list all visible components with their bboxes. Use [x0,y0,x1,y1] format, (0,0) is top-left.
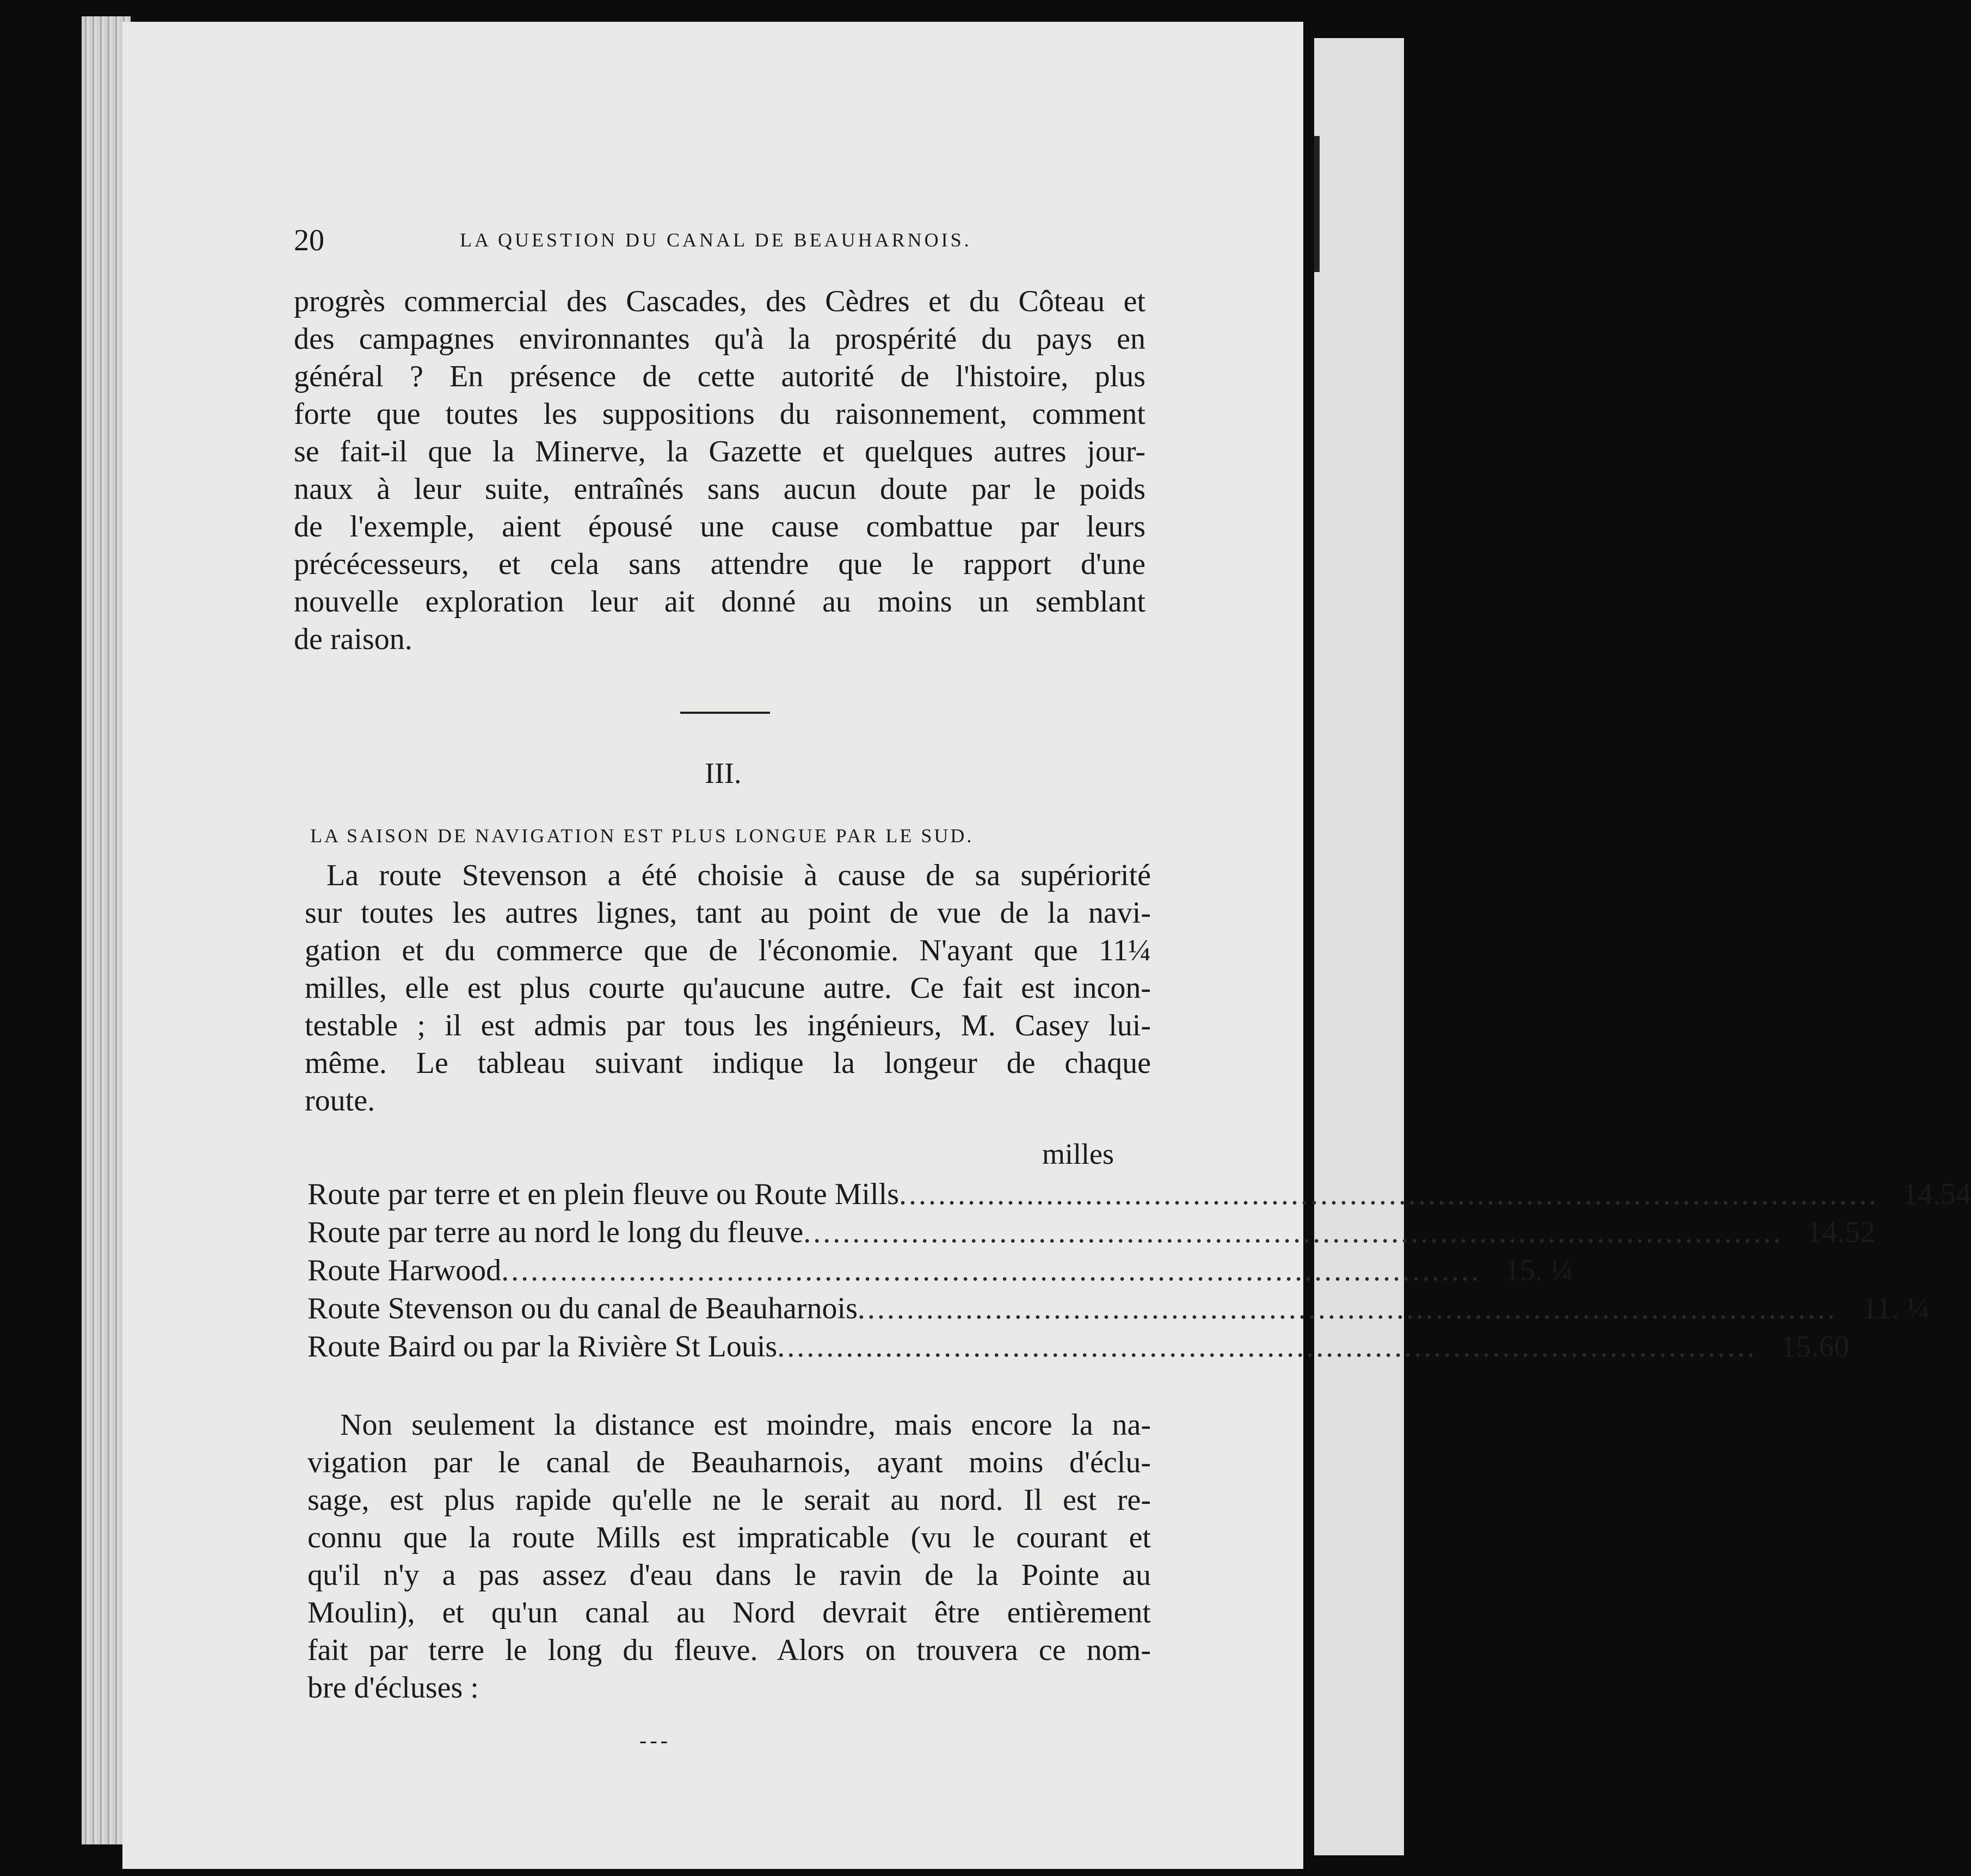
text-line: vigation par le canal de Beauharnois, ayant moins d'éclu- [307,1446,1151,1479]
paragraph-3 [307,1406,1151,1707]
text-line: général ? En présence de cette autorité de l'histoire, plus [294,360,1145,393]
table-row [307,1251,1574,1289]
route-name: Route par terre au nord le long du fleuve [307,1215,804,1249]
section-number: III. [705,757,742,789]
dot-leader: .................................................................................................... [857,1292,1837,1325]
dot-leader: .................................................................................................... [777,1330,1757,1363]
text-line: La route Stevenson a été choisie à cause de sa supériorité [327,859,1151,892]
text-line: de raison. [294,622,412,656]
facing-page-edge [1314,38,1404,1855]
text-line: naux à leur suite, entraînés sans aucun doute par le poids [294,472,1145,506]
section-title: LA SAISON DE NAVIGATION EST PLUS LONGUE PAR LE SUD. [310,825,974,847]
text-line: se fait-il que la Minerve, la Gazette et quelques autres jour- [294,435,1145,468]
text-line: connu que la route Mills est impraticable (vu le courant et [307,1521,1151,1554]
binding-shadow [1314,136,1320,272]
text-line: testable ; il est admis par tous les ingénieurs, M. Casey lui- [305,1009,1151,1042]
text-line: Non seulement la distance est moindre, mais encore la na- [340,1408,1151,1442]
table-row [307,1175,1971,1213]
route-miles: 14.54 [1902,1177,1971,1211]
dot-leader: .................................................................................................... [501,1254,1481,1287]
text-line: progrès commercial des Cascades, des Cèdres et du Côteau et [294,285,1145,318]
page-number: 20 [294,224,324,257]
text-line: forte que toutes les suppositions du raisonnement, comment [294,397,1145,431]
text-line: bre d'écluses : [307,1671,479,1705]
text-line: sur toutes les autres lignes, tant au point de vue de la navi- [305,896,1151,930]
dot-leader: .................................................................................................... [803,1215,1783,1249]
section-divider [680,712,770,714]
units-label: milles [1042,1138,1114,1170]
paragraph-2 [305,857,1151,1120]
text-line: milles, elle est plus courte qu'aucune autre. Ce fait est incon- [305,971,1151,1005]
dot-leader: .................................................................................................... [899,1177,1879,1211]
text-line: précécesseurs, et cela sans attendre que le rapport d'une [294,547,1145,581]
route-name: Route par terre et en plein fleuve ou Route Mills [307,1177,900,1211]
text-line: de l'exemple, aient épousé une cause combattue par leurs [294,510,1145,544]
text-line: fait par terre le long du fleuve. Alors on trouvera ce nom- [307,1633,1151,1667]
text-line: Moulin), et qu'un canal au Nord devrait être entièrement [307,1596,1151,1630]
route-name: Route Harwood [307,1254,502,1287]
table-row [307,1328,1850,1366]
route-miles: 11. ¼ [1862,1292,1930,1325]
route-name: Route Stevenson ou du canal de Beauharnois [307,1292,858,1325]
text-line: des campagnes environnantes qu'à la prospérité du pays en [294,322,1145,356]
text-line: gation et du commerce que de l'économie. N'ayant que 11¼ [305,934,1151,967]
table-row [307,1289,1930,1328]
route-miles: 15. ¼ [1505,1254,1574,1287]
text-line: sage, est plus rapide qu'elle ne le serait au nord. Il est re- [307,1483,1151,1517]
catchword-mark: --- [639,1728,671,1752]
route-miles: 15.60 [1781,1330,1850,1363]
text-line: nouvelle exploration leur ait donné au moins un semblant [294,585,1145,619]
table-row [307,1213,1876,1251]
route-distance-table [307,1175,1971,1366]
route-name: Route Baird ou par la Rivière St Louis [307,1330,778,1363]
text-line: route. [305,1084,375,1118]
running-title: LA QUESTION DU CANAL DE BEAUHARNOIS. [460,229,972,251]
text-line: qu'il n'y a pas assez d'eau dans le ravin de la Pointe au [307,1558,1151,1592]
paragraph-1 [294,283,1145,658]
text-line: même. Le tableau suivant indique la longeur de chaque [305,1046,1151,1080]
route-miles: 14.52 [1807,1215,1876,1249]
